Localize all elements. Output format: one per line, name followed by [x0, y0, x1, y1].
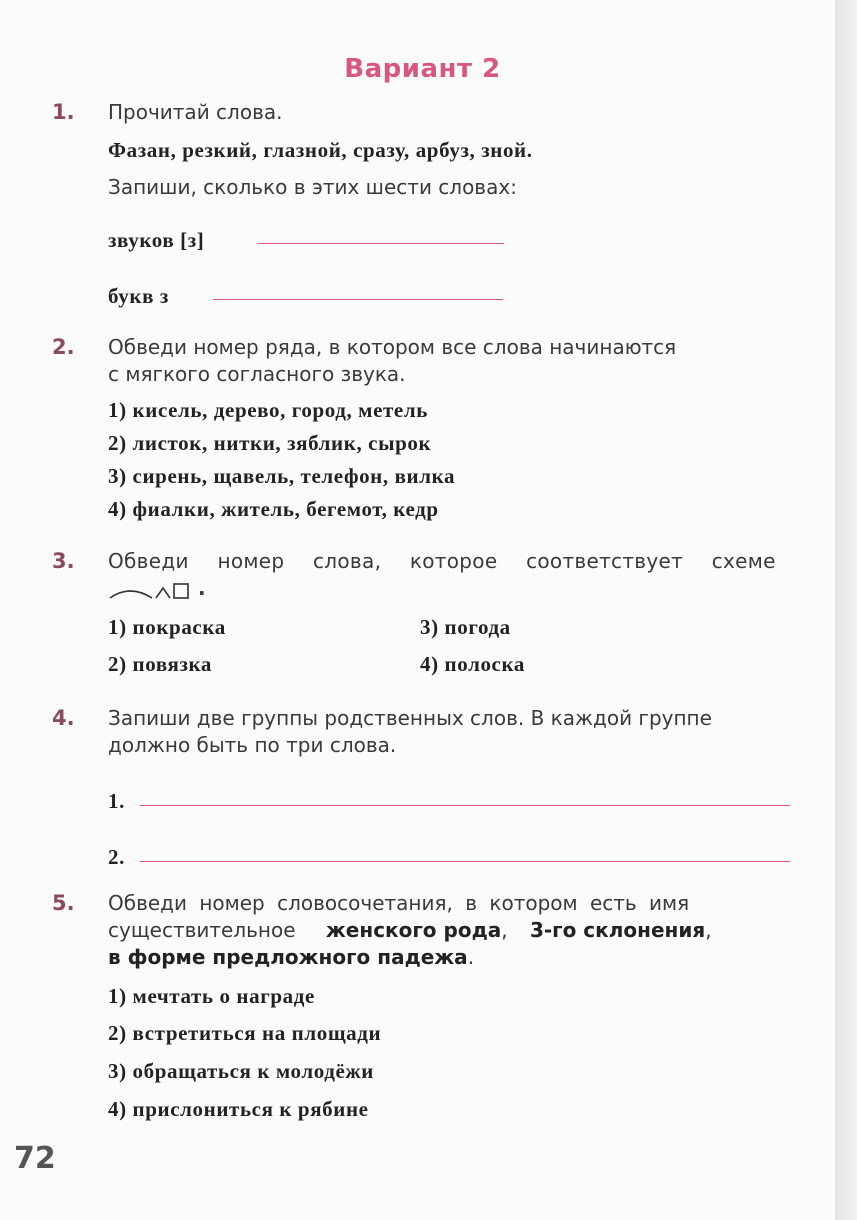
page-number: 72: [14, 1141, 56, 1176]
task-4-instruction-line-1: Запиши две группы родственных слов. В каждой группе: [108, 706, 712, 730]
task-3-option-4[interactable]: 4) полоска: [420, 652, 525, 676]
task-1-field-letters-label: букв з: [108, 284, 169, 308]
task-4-number: 4.: [52, 706, 75, 730]
task-2-option-4[interactable]: 4) фиалки, житель, бегемот, кедр: [108, 497, 439, 521]
task-3-option-2[interactable]: 2) повязка: [108, 652, 212, 676]
task-3-number: 3.: [52, 549, 75, 573]
task-1-field-sounds-label: звуков [з]: [108, 228, 205, 252]
task-2-option-1[interactable]: 1) кисель, дерево, город, метель: [108, 398, 428, 422]
task-5-option-3[interactable]: 3) обращаться к молодёжи: [108, 1059, 374, 1083]
task-5-option-4[interactable]: 4) прислониться к рябине: [108, 1097, 369, 1121]
task-3-schema-period: .: [198, 576, 206, 600]
task-3-option-1[interactable]: 1) покраска: [108, 615, 226, 639]
page-title: Вариант 2: [344, 54, 501, 84]
task-4-field-1-label: 1.: [108, 789, 125, 813]
task-5-option-1[interactable]: 1) мечтать о награде: [108, 984, 315, 1008]
task-5-number: 5.: [52, 891, 75, 915]
task-5-instruction-line-3: в форме предложного падежа.: [108, 945, 475, 969]
task-5-instruction-line-2: существительное женского рода, 3-го склонения,: [108, 918, 712, 942]
task-1-words: Фазан, резкий, глазной, сразу, арбуз, зной.: [108, 138, 533, 162]
task-2-instruction-line-2: с мягкого согласного звука.: [108, 362, 406, 386]
task-3-option-3[interactable]: 3) погода: [420, 615, 511, 639]
feminine-gender-emphasis: женского рода: [325, 918, 502, 942]
task-4-instruction-line-2: должно быть по три слова.: [108, 733, 397, 757]
task-2-number: 2.: [52, 335, 75, 359]
task-5-option-2[interactable]: 2) встретиться на площади: [108, 1021, 382, 1045]
task-4-field-2-label: 2.: [108, 845, 125, 869]
task-1-answer-line-letters[interactable]: [213, 299, 503, 300]
task-1-instruction: Прочитай слова.: [108, 100, 283, 124]
task-2-option-2[interactable]: 2) листок, нитки, зяблик, сырок: [108, 431, 432, 455]
task-5-instruction-line-1: Обведи номер словосочетания, в котором есть имя: [108, 891, 690, 915]
word-structure-schema-icon: [108, 578, 208, 604]
task-1-instruction-2: Запиши, сколько в этих шести словах:: [108, 175, 517, 199]
task-1-answer-line-sounds[interactable]: [258, 243, 504, 244]
task-2-instruction-line-1: Обведи номер ряда, в котором все слова начинаются: [108, 335, 677, 359]
prepositional-case-emphasis: в форме предложного падежа: [108, 945, 468, 969]
task-4-answer-line-1[interactable]: [140, 805, 790, 806]
task-1-number: 1.: [52, 100, 75, 124]
third-declension-emphasis: 3-го склонения: [529, 918, 706, 942]
page-edge-shadow: [835, 0, 857, 1220]
task-3-instruction: Обведи номер слова, которое соответствует схеме: [108, 549, 776, 573]
task-4-answer-line-2[interactable]: [140, 861, 790, 862]
task-2-option-3[interactable]: 3) сирень, щавель, телефон, вилка: [108, 464, 456, 488]
